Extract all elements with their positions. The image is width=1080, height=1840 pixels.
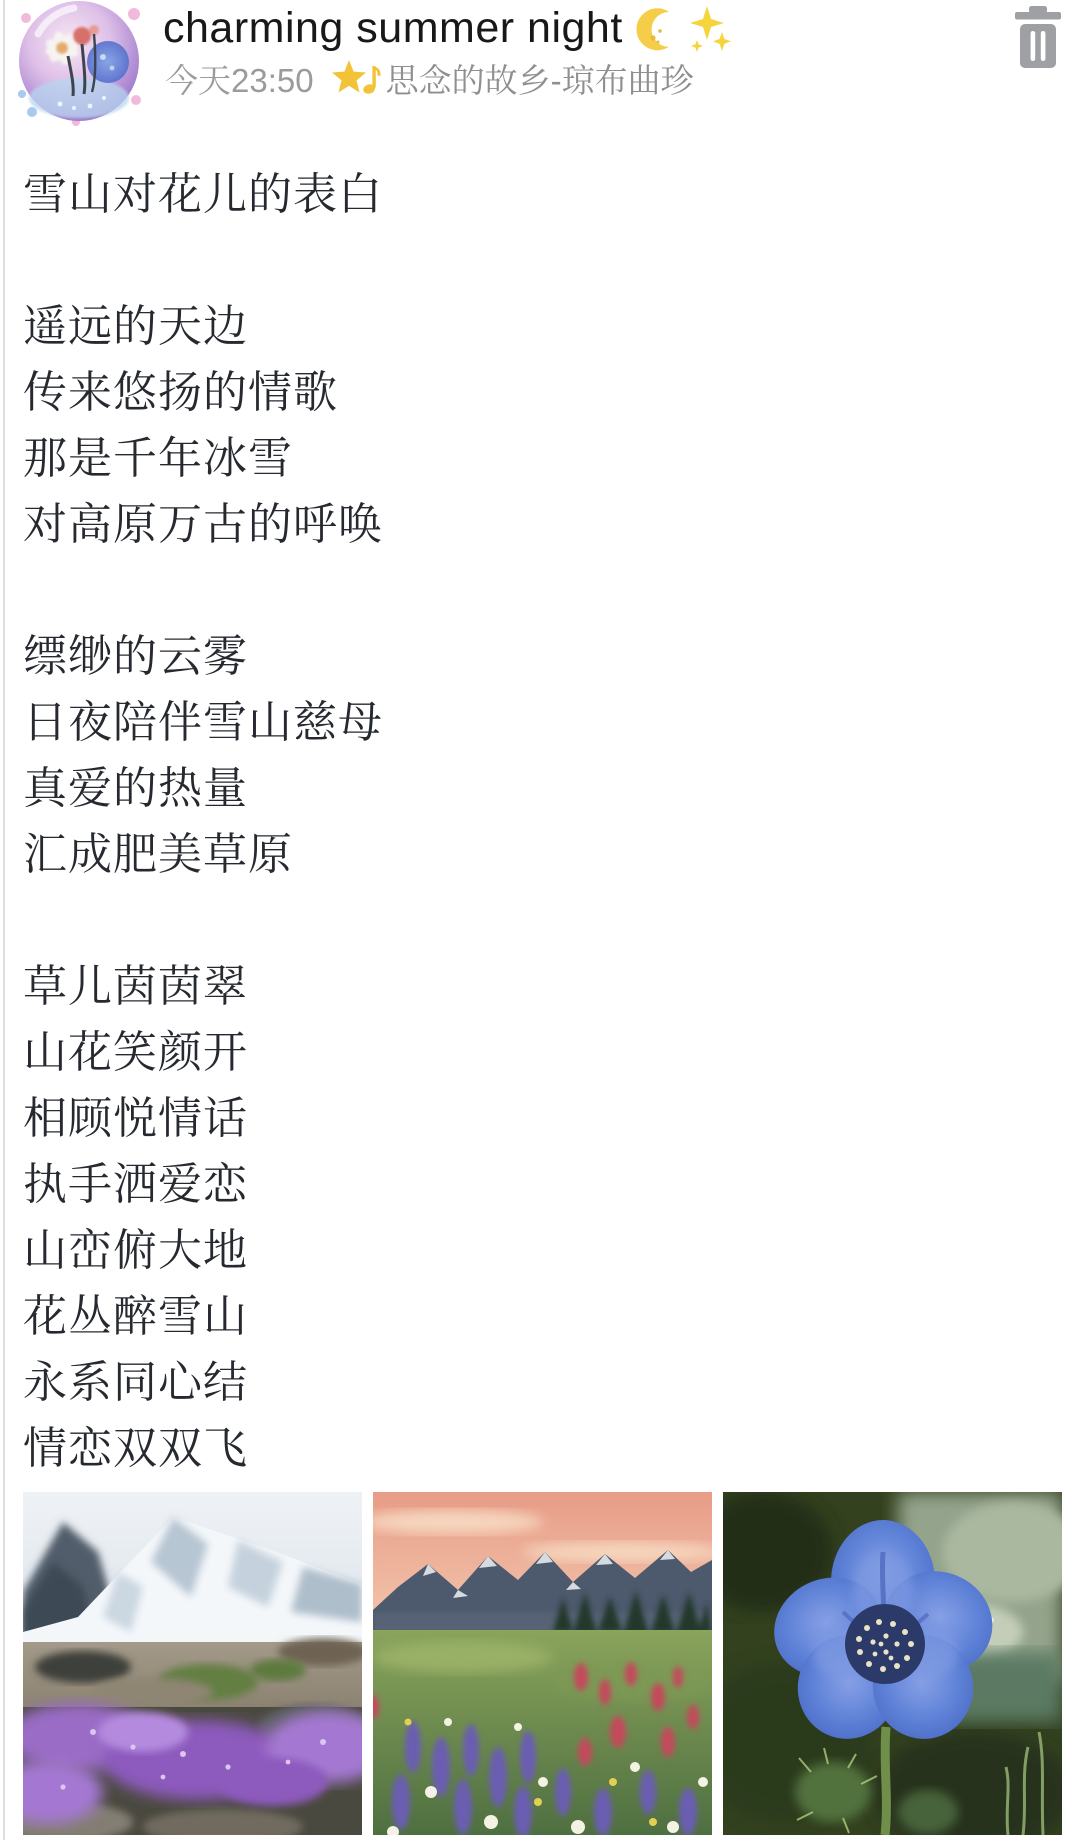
username-row	[163, 0, 733, 56]
poem-line: 真爱的热量	[23, 764, 248, 813]
post-text	[0, 128, 1080, 1482]
poem-line: 对高原万古的呼唤	[23, 500, 383, 549]
photo-snow-mountain-purple-flowers[interactable]	[23, 1492, 362, 1835]
photo-grid	[0, 1492, 1080, 1835]
poem-line: 永系同心结	[23, 1358, 248, 1407]
photo-1-art	[23, 1492, 362, 1835]
avatar-sphere-art	[16, 0, 142, 126]
poem-line: 相顾悦情话	[23, 1094, 248, 1143]
poem-stanza-3	[23, 954, 1060, 1482]
star-music-note-icon	[332, 57, 382, 99]
timestamp: 今天23:50	[165, 61, 314, 99]
poem-line: 草儿茵茵翠	[23, 962, 248, 1011]
delete-post-button[interactable]	[1014, 6, 1062, 70]
page-edge-divider	[3, 0, 5, 1840]
post-meta-row	[165, 56, 694, 100]
poem-stanza-1	[23, 294, 1060, 558]
poem-line: 缥缈的云雾	[23, 632, 248, 681]
photo-3-art	[723, 1492, 1062, 1835]
poem-line: 花丛醉雪山	[23, 1292, 248, 1341]
music-title: 思念的故乡-琼布曲珍	[385, 61, 694, 99]
poem-line: 传来悠扬的情歌	[23, 368, 338, 417]
poem-title: 雪山对花儿的表白	[23, 170, 383, 219]
photo-blue-poppy[interactable]	[723, 1492, 1062, 1835]
poem-line: 情恋双双飞	[23, 1424, 248, 1473]
photo-2-art	[373, 1492, 712, 1835]
sparkles-icon	[687, 4, 733, 52]
username[interactable]: charming summer night	[163, 3, 623, 52]
poem-line: 那是千年冰雪	[23, 434, 293, 483]
crescent-moon-icon	[631, 4, 679, 52]
poem-line: 遥远的天边	[23, 302, 248, 351]
post-header	[0, 0, 1080, 128]
poem-line: 山花笑颜开	[23, 1028, 248, 1077]
trash-icon	[1014, 6, 1062, 70]
poem-line: 执手洒爱恋	[23, 1160, 248, 1209]
photo-sunset-meadow[interactable]	[373, 1492, 712, 1835]
poem-line: 汇成肥美草原	[23, 830, 293, 879]
music-badge[interactable]	[332, 55, 694, 102]
avatar[interactable]	[16, 0, 142, 126]
poem-stanza-2	[23, 624, 1060, 888]
poem-line: 日夜陪伴雪山慈母	[23, 698, 383, 747]
poem-line: 山峦俯大地	[23, 1226, 248, 1275]
